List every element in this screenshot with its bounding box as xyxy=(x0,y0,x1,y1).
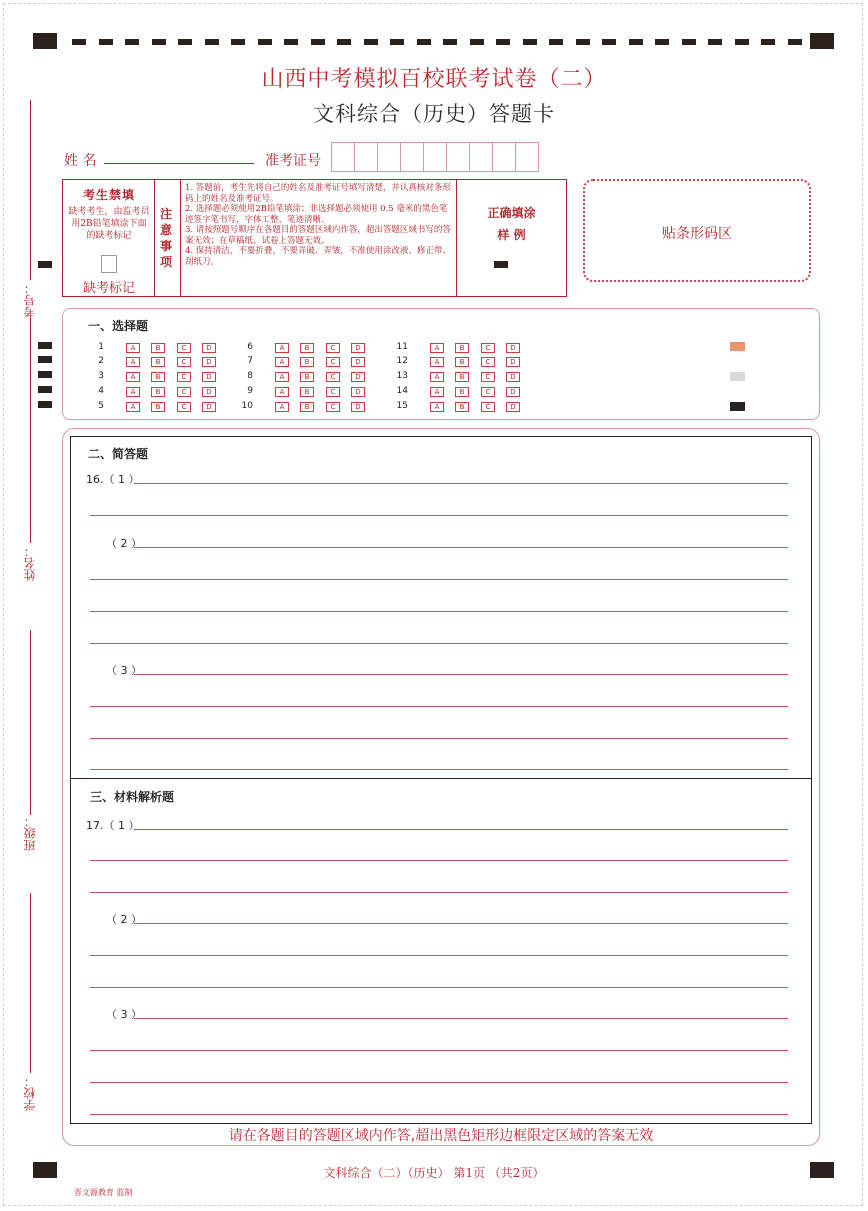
answer-bubble-b[interactable]: B xyxy=(455,357,469,367)
answer-bubble-d[interactable]: D xyxy=(506,372,520,382)
timing-mark xyxy=(38,261,52,268)
sample-subtitle: 样 例 xyxy=(497,228,526,242)
answer-bubble-c[interactable]: C xyxy=(177,343,191,353)
answer-bubble-a[interactable]: A xyxy=(275,372,289,382)
answer-line[interactable] xyxy=(90,892,788,893)
answer-bubble-a[interactable]: A xyxy=(275,343,289,353)
timing-dash xyxy=(390,39,404,45)
answer-bubble-a[interactable]: A xyxy=(126,387,140,397)
answer-bubble-d[interactable]: D xyxy=(202,343,216,353)
absent-instructions: 缺考考生，由监考员用2B铅笔填涂下面的缺考标记 xyxy=(68,207,150,241)
answer-line[interactable] xyxy=(134,547,788,548)
answer-bubble-c[interactable]: C xyxy=(326,387,340,397)
margin-label-class: 班级： xyxy=(23,815,37,851)
page-title: 山西中考模拟百校联考试卷（二） xyxy=(261,67,607,92)
answer-bubble-a[interactable]: A xyxy=(430,343,444,353)
name-field[interactable] xyxy=(104,163,254,164)
answer-bubble-d[interactable]: D xyxy=(351,357,365,367)
answer-bubble-d[interactable]: D xyxy=(351,387,365,397)
answer-bubble-b[interactable]: B xyxy=(151,357,165,367)
answer-bubble-a[interactable]: A xyxy=(126,372,140,382)
timing-dash xyxy=(417,39,431,45)
sample-mark xyxy=(494,261,508,268)
page-subtitle: 文科综合（历史）答题卡 xyxy=(313,102,555,126)
question-number: 4 xyxy=(98,386,104,396)
timing-dash xyxy=(788,39,802,45)
exam-id-digit-box[interactable] xyxy=(377,142,401,172)
timing-track xyxy=(72,39,802,45)
question-part-label: （ 3 ） xyxy=(106,1008,142,1021)
notice-items-cell xyxy=(181,180,457,296)
section-title: 二、简答题 xyxy=(88,447,149,461)
answer-line[interactable] xyxy=(90,1050,788,1051)
question-number: 3 xyxy=(98,371,104,381)
timing-dash xyxy=(152,39,166,45)
answer-bubble-c[interactable]: C xyxy=(326,357,340,367)
exam-id-digit-box[interactable] xyxy=(354,142,378,172)
instructions-panel xyxy=(62,179,567,297)
answer-line[interactable] xyxy=(134,1018,788,1019)
answer-bubble-a[interactable]: A xyxy=(430,357,444,367)
question-number: 9 xyxy=(247,386,253,396)
margin-line xyxy=(30,893,31,1073)
notice-title-cell xyxy=(155,180,181,296)
answer-bubble-a[interactable]: A xyxy=(430,372,444,382)
answer-bubble-a[interactable]: A xyxy=(126,343,140,353)
answer-bubble-b[interactable]: B xyxy=(455,387,469,397)
timing-dash xyxy=(470,39,484,45)
publisher-credit: 晋文源教育 监制 xyxy=(74,1188,133,1197)
answer-bubble-d[interactable]: D xyxy=(351,343,365,353)
question-part-label: （ 3 ） xyxy=(106,664,142,677)
answer-bubble-b[interactable]: B xyxy=(455,343,469,353)
answer-bubble-d[interactable]: D xyxy=(506,357,520,367)
notice-items xyxy=(185,183,453,267)
exam-id-boxes[interactable] xyxy=(332,142,539,170)
exam-id-digit-box[interactable] xyxy=(469,142,493,172)
answer-bubble-b[interactable]: B xyxy=(300,357,314,367)
timing-mark xyxy=(38,386,52,393)
exam-id-digit-box[interactable] xyxy=(515,142,539,172)
answer-line[interactable] xyxy=(90,706,788,707)
timing-dash xyxy=(205,39,219,45)
question-label: 16.（ 1 ） xyxy=(86,473,140,486)
answer-bubble-b[interactable]: B xyxy=(151,343,165,353)
answer-line[interactable] xyxy=(90,643,788,644)
notice-item: 1. 答题前，考生先将自己的姓名及准考证号填写清楚，并认真核对条形码上的姓名及准考证号。 xyxy=(185,183,451,204)
timing-dash xyxy=(602,39,616,45)
answer-bubble-a[interactable]: A xyxy=(126,402,140,412)
notice-item: 3. 请按照题号顺序在各题目的答题区域内作答，超出答题区域书写的答案无效；在草稿纸、试卷上答题无效。 xyxy=(185,225,451,246)
timing-dash xyxy=(549,39,563,45)
answer-bubble-a[interactable]: A xyxy=(430,387,444,397)
absent-mark-label: 缺考标记 xyxy=(82,281,135,296)
timing-dash xyxy=(655,39,669,45)
answer-bubble-c[interactable]: C xyxy=(177,402,191,412)
answer-bubble-b[interactable]: B xyxy=(300,387,314,397)
answer-bubble-b[interactable]: B xyxy=(455,402,469,412)
margin-label-school: 学校： xyxy=(23,1075,37,1111)
sample-cell xyxy=(457,180,566,296)
answer-line[interactable] xyxy=(90,860,788,861)
answer-bubble-a[interactable]: A xyxy=(275,387,289,397)
answer-bubble-c[interactable]: C xyxy=(177,372,191,382)
answer-line[interactable] xyxy=(90,515,788,516)
question-number: 11 xyxy=(396,342,408,352)
sample-title: 正确填涂 xyxy=(487,206,536,220)
timing-mark xyxy=(38,356,52,363)
answer-bubble-d[interactable]: D xyxy=(202,372,216,382)
answer-bubble-d[interactable]: D xyxy=(351,372,365,382)
question-number: 13 xyxy=(396,371,408,381)
question-number: 15 xyxy=(396,401,408,411)
barcode-label: 贴条形码区 xyxy=(662,226,732,242)
timing-dash xyxy=(496,39,510,45)
answer-bubble-c[interactable]: C xyxy=(177,387,191,397)
barcode-area xyxy=(583,179,811,282)
timing-dash xyxy=(231,39,245,45)
answer-bubble-d[interactable]: D xyxy=(202,402,216,412)
answer-bubble-b[interactable]: B xyxy=(455,372,469,382)
exam-id-digit-box[interactable] xyxy=(400,142,424,172)
answer-bubble-c[interactable]: C xyxy=(481,343,495,353)
answer-bubble-d[interactable]: D xyxy=(202,357,216,367)
timing-dash xyxy=(178,39,192,45)
timing-mark xyxy=(38,342,52,349)
answer-bubble-c[interactable]: C xyxy=(326,402,340,412)
answer-bubble-d[interactable]: D xyxy=(351,402,365,412)
page-footer: 文科综合（二）（历史） 第1页 （共2页） xyxy=(323,1166,545,1180)
answer-bubble-a[interactable]: A xyxy=(430,402,444,412)
answer-bubble-b[interactable]: B xyxy=(300,372,314,382)
timing-dash xyxy=(337,39,351,45)
answer-bubble-c[interactable]: C xyxy=(481,372,495,382)
sample-swatch xyxy=(730,402,745,411)
section-divider xyxy=(70,778,812,779)
name-label: 姓 名 xyxy=(64,153,97,169)
timing-dash xyxy=(576,39,590,45)
timing-dash xyxy=(735,39,749,45)
answer-bubble-a[interactable]: A xyxy=(275,402,289,412)
answer-area xyxy=(70,436,812,1124)
answer-area-warning: 请在各题目的答题区域内作答,超出黑色矩形边框限定区域的答案无效 xyxy=(228,1128,654,1144)
absent-title: 考生禁填 xyxy=(82,188,135,202)
timing-dash xyxy=(99,39,113,45)
answer-line[interactable] xyxy=(90,1082,788,1083)
question-number: 5 xyxy=(98,401,104,411)
answer-line[interactable] xyxy=(90,579,788,580)
answer-bubble-d[interactable]: D xyxy=(506,343,520,353)
answer-line[interactable] xyxy=(90,987,788,988)
notice-item: 4. 保持清洁，不要折叠，不要弄破、弄皱，不准使用涂改液、修正带、刮纸刀。 xyxy=(185,246,451,267)
absent-cell xyxy=(63,180,155,296)
answer-line[interactable] xyxy=(134,829,788,830)
timing-dash xyxy=(443,39,457,45)
exam-id-digit-box[interactable] xyxy=(492,142,516,172)
question-number: 2 xyxy=(98,356,104,366)
timing-dash xyxy=(708,39,722,45)
answer-line[interactable] xyxy=(134,483,788,484)
sample-swatch xyxy=(730,372,745,381)
margin-line xyxy=(30,318,31,543)
timing-dash xyxy=(125,39,139,45)
question-number: 6 xyxy=(247,342,253,352)
question-label: 17.（ 1 ） xyxy=(86,819,140,832)
answer-bubble-a[interactable]: A xyxy=(275,357,289,367)
answer-bubble-a[interactable]: A xyxy=(126,357,140,367)
question-number: 1 xyxy=(98,342,104,352)
answer-line[interactable] xyxy=(90,955,788,956)
question-number: 12 xyxy=(396,356,408,366)
exam-id-digit-box[interactable] xyxy=(423,142,447,172)
margin-label-exam-no: 考号： xyxy=(23,282,37,318)
timing-dash xyxy=(72,39,86,45)
answer-bubble-c[interactable]: C xyxy=(481,402,495,412)
answer-line[interactable] xyxy=(90,769,788,770)
answer-bubble-b[interactable]: B xyxy=(151,372,165,382)
timing-mark xyxy=(38,401,52,408)
answer-bubble-c[interactable]: C xyxy=(481,387,495,397)
timing-dash xyxy=(364,39,378,45)
alignment-mark-top-left xyxy=(33,33,57,49)
exam-id-label: 准考证号 xyxy=(265,153,321,169)
answer-line[interactable] xyxy=(90,611,788,612)
answer-bubble-b[interactable]: B xyxy=(300,402,314,412)
answer-bubble-b[interactable]: B xyxy=(151,387,165,397)
notice-item: 2. 选择题必须使用2B铅笔填涂；非选择题必须使用 0.5 毫米的黑色笔迹签字笔书写，字体工整、笔迹清晰。 xyxy=(185,204,448,225)
section-title: 一、选择题 xyxy=(88,319,149,333)
question-number: 8 xyxy=(247,371,253,381)
margin-label-name: 姓名： xyxy=(23,545,37,581)
timing-dash xyxy=(682,39,696,45)
question-part-label: （ 2 ） xyxy=(106,913,142,926)
timing-dash xyxy=(761,39,775,45)
exam-id-digit-box[interactable] xyxy=(446,142,470,172)
answer-bubble-c[interactable]: C xyxy=(326,372,340,382)
answer-bubble-d[interactable]: D xyxy=(506,387,520,397)
question-number: 10 xyxy=(241,401,253,411)
margin-line xyxy=(30,630,31,815)
answer-line[interactable] xyxy=(90,738,788,739)
timing-mark xyxy=(38,371,52,378)
section-title: 三、材料解析题 xyxy=(90,790,175,804)
answer-bubble-c[interactable]: C xyxy=(481,357,495,367)
timing-dash xyxy=(311,39,325,45)
sample-swatch xyxy=(730,342,745,351)
timing-dash xyxy=(629,39,643,45)
answer-line[interactable] xyxy=(134,674,788,675)
answer-bubble-b[interactable]: B xyxy=(151,402,165,412)
answer-bubble-c[interactable]: C xyxy=(326,343,340,353)
answer-bubble-c[interactable]: C xyxy=(177,357,191,367)
question-number: 14 xyxy=(396,386,408,396)
exam-id-digit-box[interactable] xyxy=(331,142,355,172)
answer-line[interactable] xyxy=(134,923,788,924)
timing-dash xyxy=(284,39,298,45)
absent-mark-box[interactable] xyxy=(101,255,117,273)
answer-bubble-d[interactable]: D xyxy=(202,387,216,397)
question-part-label: （ 2 ） xyxy=(106,537,142,550)
timing-dash xyxy=(523,39,537,45)
answer-bubble-b[interactable]: B xyxy=(300,343,314,353)
notice-title: 注意事项 xyxy=(160,207,173,269)
answer-bubble-d[interactable]: D xyxy=(506,402,520,412)
alignment-mark-top-right xyxy=(810,33,834,49)
timing-dash xyxy=(258,39,272,45)
question-number: 7 xyxy=(247,356,253,366)
answer-line[interactable] xyxy=(90,1114,788,1115)
